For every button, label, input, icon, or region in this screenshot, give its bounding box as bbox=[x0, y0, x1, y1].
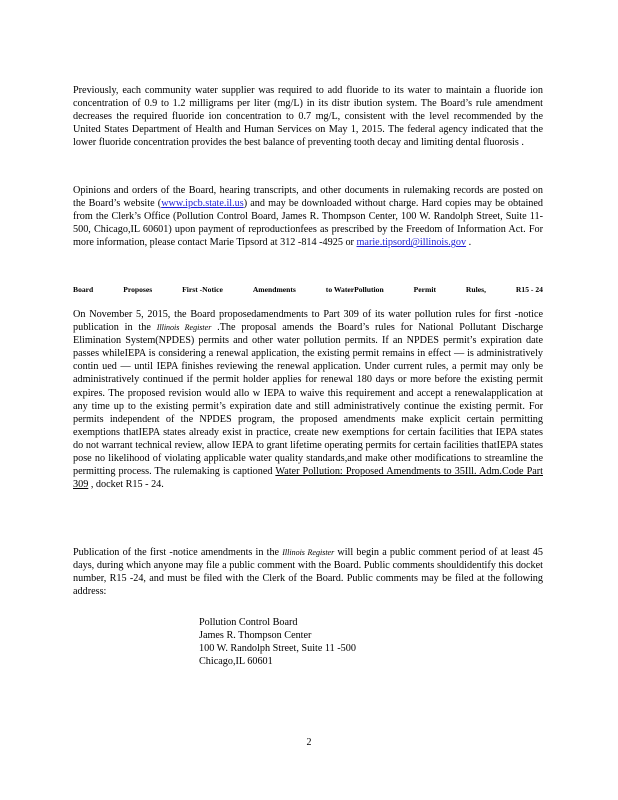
page-number: 2 bbox=[306, 737, 312, 748]
publication-text-1: Publication of the first -notice amendments in the bbox=[73, 547, 283, 558]
proposal-paragraph bbox=[73, 308, 543, 491]
publication-text-2: will begin a public comment period of at least 45 days, during which anyone may file a public comment with the Board. Public comments shouldidentify this docket number, R15 -24, and must be filed with the Clerk of the Board. Public comments may be filed at the following address: bbox=[73, 547, 543, 598]
documents-paragraph bbox=[73, 184, 543, 249]
illinois-register-title: Illinois Register bbox=[156, 323, 212, 333]
heading-word: Rules, bbox=[465, 285, 486, 294]
address-line: Pollution Control Board bbox=[199, 617, 298, 628]
heading-word: Board bbox=[73, 285, 94, 294]
mailing-address bbox=[199, 616, 356, 668]
heading-word: R15 - 24 bbox=[515, 285, 543, 294]
heading-word: to WaterPollution bbox=[325, 285, 384, 294]
website-link[interactable]: www.ipcb.state.il.us bbox=[161, 198, 244, 210]
documents-text-2: ) and may be downloaded without charge. Hard copies may be obtained from the Clerk’s Office (Pollution Control Board, James R. Thompson Center, 100 W. Randolph Street, Suite 11-500, Chicago,IL 60601) upon payment of reproductionfees as prescribed by the Freedom of Information Act. For more information, please contact Marie Tipsord at 312 -814 -4925 or bbox=[73, 198, 543, 249]
heading-word: Proposes bbox=[123, 285, 153, 294]
fluoride-paragraph: Previously, each community water supplier was required to add fluoride to its water to maintain a fluoride ion concentration of 0.9 to 1.2 milligrams per liter (mg/L) in its distr ibution system. The Board’s rule amendment decreases the required fluoride ion concentration to 0.7 mg/L, consistent with the level recommended by the United States Department of Health and Human Services on May 1, 2015. The federal agency indicated that the lower fluoride concentration provides the best balance of preventing tooth decay and limiting dental fluorosis . bbox=[73, 85, 543, 149]
address-line: Chicago,IL 60601 bbox=[199, 656, 273, 668]
address-line: James R. Thompson Center bbox=[199, 630, 312, 642]
publication-paragraph bbox=[73, 546, 543, 598]
heading-word: First -Notice bbox=[182, 285, 223, 294]
proposal-text-1: On November 5, 2015, the Board proposedamendments to Part 309 of its water pollution rules for first -notice publication in the bbox=[73, 309, 543, 334]
illinois-register-title: Illinois Register bbox=[282, 548, 335, 557]
rulemaking-caption: Water Pollution: Proposed Amendments to 35Ill. Adm.Code Part 309 bbox=[73, 466, 543, 491]
heading-word: Amendments bbox=[252, 285, 296, 294]
address-line: 100 W. Randolph Street, Suite 11 -500 bbox=[199, 643, 356, 655]
email-link[interactable]: marie.tipsord@illinois.gov bbox=[356, 237, 467, 249]
documents-text-3: . bbox=[466, 237, 472, 249]
heading-word: Permit bbox=[413, 285, 436, 294]
proposal-text-2: .The proposal amends the Board’s rules for National Pollutant Discharge Elimination System(NPDES) permits and other water pollution permits. If an NPDES permit’s expiration date passes whileIEPA is considering a renewal application, the existing permit remains in effect — is administratively contin ued — until IEPA finishes reviewing the renewal application. Under current rules, a permit may only be administratively continued if the permit holder applies for renewal 180 days or more before the existing permit expires. The proposed revision would allo w IEPA to waive this requirement and accept a renewalapplication at any time up to the existing permit’s expiration date and still administratively continue the existing permit. For permits independent of the NPDES program, the proposed amendments make explicit certain permitting exemptions thatIEPA states already exist in practice, create new exemptions for certain facilities that IEPA states do not warrant technical review, allow IEPA to grant lifetime operating permits for certain facilities thatIEPA states pose no likelihood of violating applicable water quality standards,and make other modifications to streamline the permitting process. The rulemaking is captioned bbox=[73, 322, 544, 478]
proposal-text-3: , docket R15 - 24. bbox=[88, 479, 164, 491]
documents-text-1: Opinions and orders of the Board, hearing transcripts, and other documents in rulemaking records are posted on the Board’s website ( bbox=[73, 185, 543, 210]
section-heading bbox=[73, 284, 543, 296]
